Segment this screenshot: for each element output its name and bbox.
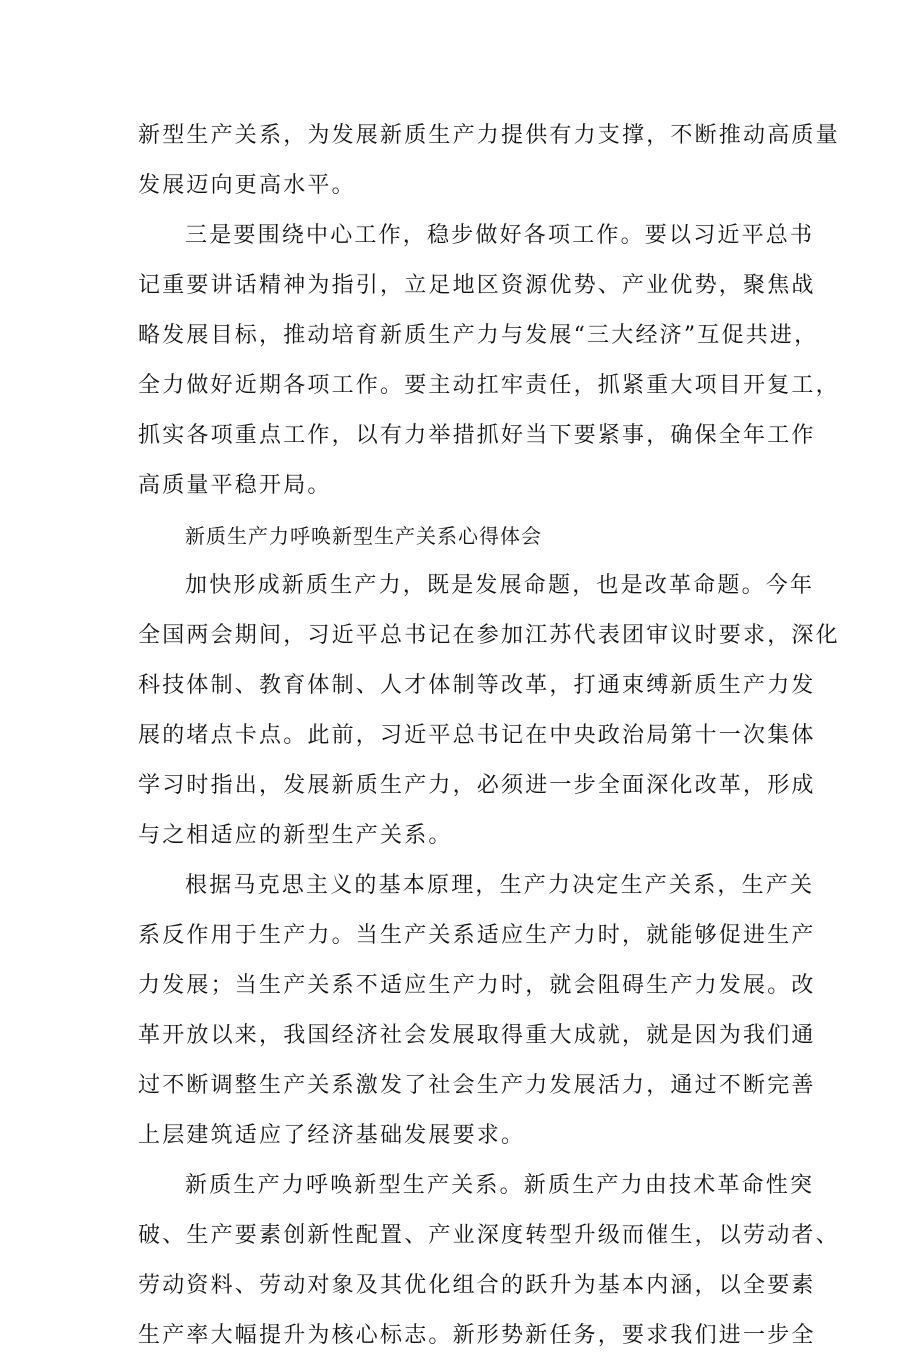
text-line: 根据马克思主义的基本原理，生产力决定生产关系，生产关 <box>185 873 815 898</box>
text-line: 科技体制、教育体制、人才体制等改革，打通束缚新质生产力发 <box>138 673 816 698</box>
text-line: 加快形成新质生产力，既是发展命题，也是改革命题。今年 <box>185 573 815 598</box>
document-body <box>138 111 840 1361</box>
text-line: 力发展；当生产关系不适应生产力时，就会阻碍生产力发展。改 <box>138 973 816 998</box>
text-line: 发展迈向更高水平。 <box>138 173 356 198</box>
text-line: 新质生产力呼唤新型生产关系。新质生产力由技术革命性突 <box>185 1173 815 1198</box>
text-line: 过不断调整生产关系激发了社会生产力发展活力，通过不断完善 <box>138 1073 816 1098</box>
text-line: 与之相适应的新型生产关系。 <box>138 823 453 848</box>
text-line: 破、生产要素创新性配置、产业深度转型升级而催生，以劳动者、 <box>138 1223 840 1248</box>
text-line: 全力做好近期各项工作。要主动扛牢责任，抓紧重大项目开复工， <box>138 373 840 398</box>
text-line: 劳动资料、劳动对象及其优化组合的跃升为基本内涵，以全要素 <box>138 1273 816 1298</box>
section-heading: 新质生产力呼唤新型生产关系心得体会 <box>185 524 542 548</box>
text-line: 记重要讲话精神为指引，立足地区资源优势、产业优势，聚焦战 <box>138 273 816 298</box>
text-line: 展的堵点卡点。此前，习近平总书记在中央政治局第十一次集体 <box>138 723 816 748</box>
text-line: 革开放以来，我国经济社会发展取得重大成就，就是因为我们通 <box>138 1023 816 1048</box>
text-line: 全国两会期间，习近平总书记在参加江苏代表团审议时要求，深化 <box>138 623 840 648</box>
text-line: 生产率大幅提升为核心标志。新形势新任务，要求我们进一步全 <box>138 1323 816 1348</box>
text-line: 三是要围绕中心工作，稳步做好各项工作。要以习近平总书 <box>185 223 815 248</box>
text-line: 学习时指出，发展新质生产力，必须进一步全面深化改革，形成 <box>138 773 816 798</box>
text-line: 上层建筑适应了经济基础发展要求。 <box>138 1123 526 1148</box>
text-line: 高质量平稳开局。 <box>138 473 332 498</box>
text-line: 略发展目标，推动培育新质生产力与发展“三大经济”互促共进， <box>138 323 819 348</box>
text-line: 新型生产关系，为发展新质生产力提供有力支撑，不断推动高质量 <box>138 123 840 148</box>
text-line: 抓实各项重点工作，以有力举措抓好当下要紧事，确保全年工作 <box>138 423 816 448</box>
text-line: 系反作用于生产力。当生产关系适应生产力时，就能够促进生产 <box>138 923 816 948</box>
